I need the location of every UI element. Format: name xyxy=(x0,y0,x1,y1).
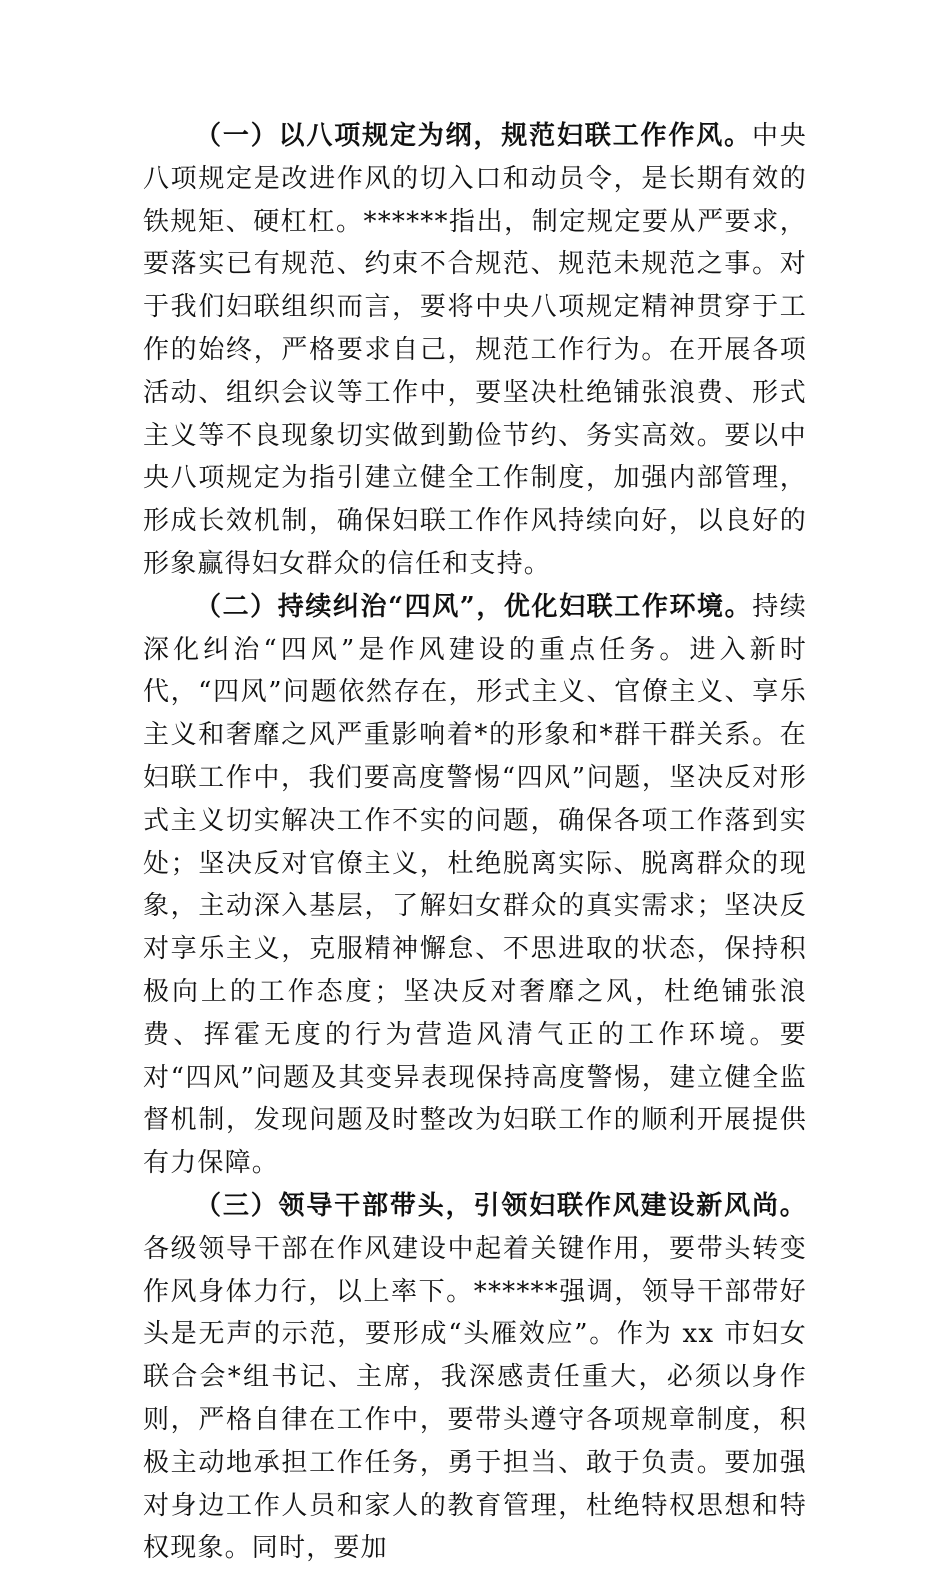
paragraph-1-body: 中央八项规定是改进作风的切入口和动员令，是长期有效的铁规矩、硬杠杠。******指出，制定规定要从严要求，要落实已有规范、约束不合规范、规范未规范之事。对于我们妇联组织而言，要将中央八项规定精神贯穿于工作的始终，严格要求自己，规范工作行为。在开展各项活动、组织会议等工作中，要坚决杜绝铺张浪费、形式主义等不良现象切实做到勤俭节约、务实高效。要以中央八项规定为指引建立健全工作制度，加强内部管理，形成长效机制，确保妇联工作作风持续向好，以良好的形象赢得妇女群众的信任和支持。 xyxy=(143,121,807,579)
paragraph-2-body: 持续深化纠治“四风”是作风建设的重点任务。进入新时代，“四风”问题依然存在，形式主义、官僚主义、享乐主义和奢靡之风严重影响着*的形象和*群干群关系。在妇联工作中，我们要高度警惕“四风”问题，坚决反对形式主义切实解决工作不实的问题，确保各项工作落到实处；坚决反对官僚主义，杜绝脱离实际、脱离群众的现象，主动深入基层，了解妇女群众的真实需求；坚决反对享乐主义，克服精神懈怠、不思进取的状态，保持积极向上的工作态度；坚决反对奢靡之风，杜绝铺张浪费、挥霍无度的行为营造风清气正的工作环境。要对“四风”问题及其变异表现保持高度警惕，建立健全监督机制，发现问题及时整改为妇联工作的顺利开展提供有力保障。 xyxy=(143,591,807,1179)
paragraph-2-heading: （二）持续纠治“四风”，优化妇联工作环境。 xyxy=(195,591,753,622)
paragraph-1-heading: （一）以八项规定为纲，规范妇联工作作风。 xyxy=(195,121,752,151)
document-page xyxy=(143,115,807,1570)
paragraph-2 xyxy=(143,586,807,1185)
paragraph-3 xyxy=(143,1185,807,1570)
paragraph-3-body: 各级领导干部在作风建设中起着关键作用，要带头转变作风身体力行，以上率下。******强调，领导干部带好头是无声的示范，要形成“头雁效应”。作为 xx 市妇女联合会*组书记、主席，我深感责任重大，必须以身作则，严格自律在工作中，要带头遵守各项规章制度，积极主动地承担工作任务，勇于担当、敢于负责。要加强对身边工作人员和家人的教育管理，杜绝特权思想和特权现象。同时，要加 xyxy=(143,1233,807,1564)
paragraph-1 xyxy=(143,115,807,586)
paragraph-3-heading: （三）领导干部带头，引领妇联作风建设新风尚。 xyxy=(195,1190,807,1221)
